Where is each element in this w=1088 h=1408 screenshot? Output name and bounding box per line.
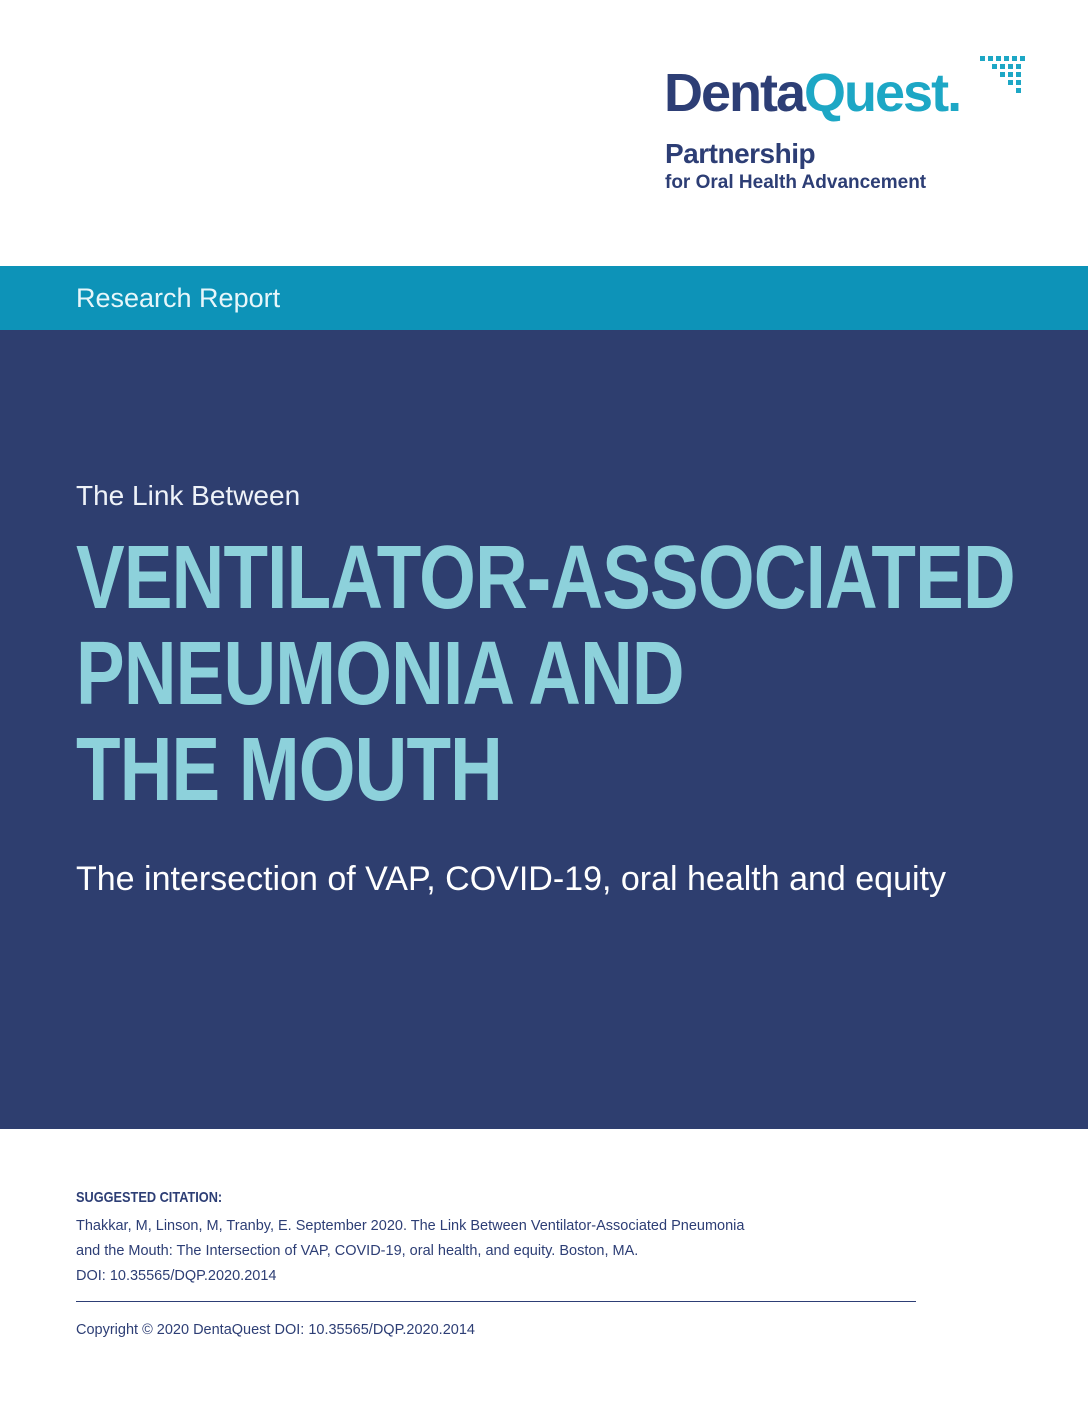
logo-tagline: for Oral Health Advancement — [665, 172, 927, 193]
report-type-label: Research Report — [76, 283, 281, 313]
dentaquest-logo — [664, 52, 1034, 202]
report-subtitle: The intersection of VAP, COVID-19, oral health and equity — [76, 860, 947, 898]
title-line-1: VENTILATOR-ASSOCIATED — [76, 528, 1015, 628]
logo-partnership: Partnership — [665, 138, 816, 169]
citation-line-2: and the Mouth: The Intersection of VAP, COVID-19, oral health, and equity. Boston, MA. — [76, 1243, 639, 1259]
logo-dots-icon — [978, 54, 1028, 102]
footer-divider — [76, 1301, 916, 1302]
citation-line-3: DOI: 10.35565/DQP.2020.2014 — [76, 1268, 277, 1284]
title-panel — [0, 330, 1088, 1129]
logo-word-dot: . — [947, 63, 961, 123]
logo-word-quest: Quest — [804, 63, 948, 123]
title-line-2: PNEUMONIA AND — [76, 624, 684, 724]
citation-line-1: Thakkar, M, Linson, M, Tranby, E. September 2020. The Link Between Ventilator-Associated Pneumonia — [76, 1218, 745, 1234]
report-type-band — [0, 266, 1088, 330]
logo-wordmark — [664, 63, 961, 123]
citation-text — [76, 1214, 856, 1289]
logo-word-denta: Denta — [664, 63, 805, 123]
copyright-notice: Copyright © 2020 DentaQuest DOI: 10.35565/DQP.2020.2014 — [76, 1322, 475, 1338]
title-kicker: The Link Between — [76, 480, 301, 511]
title-line-3: THE MOUTH — [76, 720, 503, 820]
report-title — [76, 530, 1066, 818]
citation-label: SUGGESTED CITATION: — [76, 1189, 223, 1206]
